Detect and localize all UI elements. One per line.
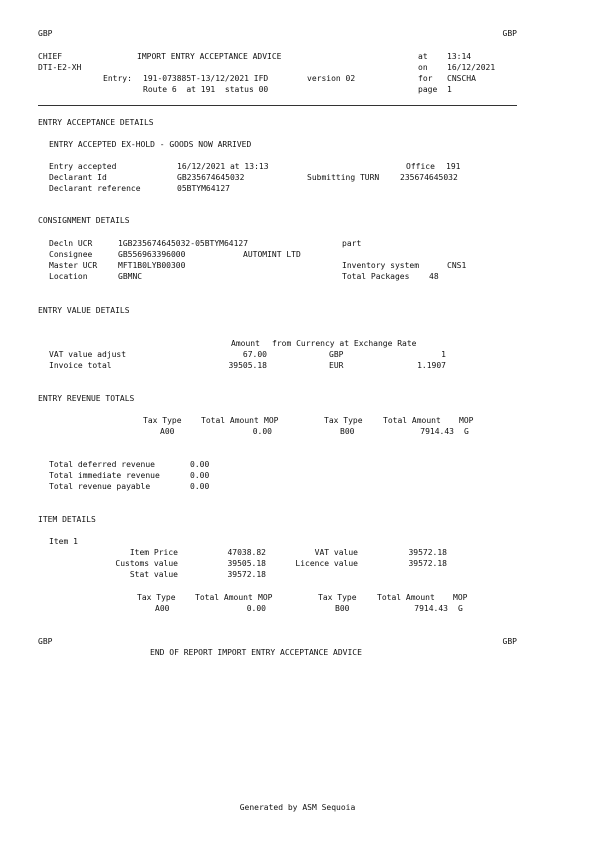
consignee-value: GB556963396000 bbox=[118, 250, 186, 259]
section-heading-revenue: ENTRY REVENUE TOTALS bbox=[38, 394, 135, 403]
declarant-id-value: GB235674645032 bbox=[177, 173, 245, 182]
end-of-report: END OF REPORT IMPORT ENTRY ACCEPTANCE ADVICE bbox=[150, 648, 362, 657]
master-ucr-label: Master UCR bbox=[49, 261, 98, 270]
item-col-amount-right: Total Amount bbox=[377, 593, 435, 602]
item-price-label: Item Price bbox=[129, 548, 178, 557]
for-label: for bbox=[418, 74, 433, 83]
vat-adjust-rate: 1 bbox=[441, 350, 446, 359]
entry-accepted-value: 16/12/2021 at 13:13 bbox=[177, 162, 269, 171]
office-value: 191 bbox=[446, 162, 461, 171]
revenue-tax-type-b00: B00 bbox=[340, 427, 355, 436]
vat-adjust-label: VAT value adjust bbox=[49, 350, 127, 359]
entry-label: Entry: bbox=[103, 74, 132, 83]
declarant-reference-value: 05BTYM64127 bbox=[177, 184, 230, 193]
page-number: 1 bbox=[447, 85, 452, 94]
declarant-reference-label: Declarant reference bbox=[49, 184, 141, 193]
item-tax-type-a00: A00 bbox=[155, 604, 170, 613]
invoice-total-amount: 39505.18 bbox=[228, 361, 267, 370]
payable-revenue-value: 0.00 bbox=[190, 482, 210, 491]
customs-value-value: 39505.18 bbox=[227, 559, 266, 568]
total-packages-label: Total Packages bbox=[342, 272, 410, 281]
entry-number: 191-073885T-13/12/2021 IFD bbox=[143, 74, 269, 83]
vat-value-label: VAT value bbox=[314, 548, 358, 557]
route-status: Route 6 at 191 status 00 bbox=[143, 85, 269, 94]
section-heading-entry-acceptance: ENTRY ACCEPTANCE DETAILS bbox=[38, 118, 154, 127]
item-mop-b00: G bbox=[458, 604, 463, 613]
item-col-tax-type-left: Tax Type bbox=[137, 593, 176, 602]
licence-value-label: Licence value bbox=[295, 559, 358, 568]
footer-currency-right: GBP bbox=[502, 637, 517, 646]
generated-by: Generated by ASM Sequoia bbox=[239, 803, 356, 812]
inventory-system-value: CNS1 bbox=[447, 261, 467, 270]
report-time: 13:14 bbox=[447, 52, 472, 61]
decln-ucr-value: 1GB235674645032-05BTYM64127 bbox=[118, 239, 249, 248]
licence-value-value: 39572.18 bbox=[408, 559, 447, 568]
item-col-amount-left: Total Amount bbox=[195, 593, 253, 602]
section-heading-items: ITEM DETAILS bbox=[38, 515, 96, 524]
for-value: CNSCHA bbox=[447, 74, 476, 83]
section-heading-consignment: CONSIGNMENT DETAILS bbox=[38, 216, 130, 225]
item-price-value: 47038.82 bbox=[227, 548, 266, 557]
item-col-tax-type-right: Tax Type bbox=[318, 593, 357, 602]
customs-value-label: Customs value bbox=[115, 559, 178, 568]
revenue-mop-b00: G bbox=[464, 427, 469, 436]
revenue-col-tax-type-left: Tax Type bbox=[143, 416, 182, 425]
location-label: Location bbox=[49, 272, 88, 281]
item-col-mop-left: MOP bbox=[258, 593, 273, 602]
footer-currency-left: GBP bbox=[38, 637, 53, 646]
report-id: DTI-E2-XH bbox=[38, 63, 82, 72]
entry-status-line: ENTRY ACCEPTED EX-HOLD - GOODS NOW ARRIVED bbox=[49, 140, 252, 149]
page-label: page bbox=[418, 85, 438, 94]
section-heading-entry-value: ENTRY VALUE DETAILS bbox=[38, 306, 130, 315]
value-col-amount: Amount bbox=[231, 339, 260, 348]
immediate-revenue-label: Total immediate revenue bbox=[49, 471, 160, 480]
location-value: GBMNC bbox=[118, 272, 143, 281]
report-date: 16/12/2021 bbox=[447, 63, 496, 72]
entry-accepted-label: Entry accepted bbox=[49, 162, 117, 171]
part-flag: part bbox=[342, 239, 362, 248]
stat-value-label: Stat value bbox=[129, 570, 178, 579]
submitting-turn-label: Submitting TURN bbox=[307, 173, 380, 182]
at-label: at bbox=[418, 52, 428, 61]
revenue-col-tax-type-right: Tax Type bbox=[324, 416, 363, 425]
revenue-amount-b00: 7914.43 bbox=[420, 427, 454, 436]
deferred-revenue-value: 0.00 bbox=[190, 460, 210, 469]
decln-ucr-label: Decln UCR bbox=[49, 239, 93, 248]
item-amount-b00: 7914.43 bbox=[414, 604, 448, 613]
stat-value-value: 39572.18 bbox=[227, 570, 266, 579]
invoice-total-rate: 1.1907 bbox=[417, 361, 446, 370]
item-amount-a00: 0.00 bbox=[246, 604, 266, 613]
item-tax-type-b00: B00 bbox=[335, 604, 350, 613]
revenue-col-mop-left: MOP bbox=[264, 416, 279, 425]
immediate-revenue-value: 0.00 bbox=[190, 471, 210, 480]
value-col-currency-rate: from Currency at Exchange Rate bbox=[272, 339, 417, 348]
inventory-system-label: Inventory system bbox=[342, 261, 420, 270]
revenue-col-mop-right: MOP bbox=[459, 416, 474, 425]
master-ucr-value: MFT1B0LYB00300 bbox=[118, 261, 186, 270]
consignee-label: Consignee bbox=[49, 250, 93, 259]
revenue-col-amount-right: Total Amount bbox=[383, 416, 441, 425]
payable-revenue-label: Total revenue payable bbox=[49, 482, 151, 491]
item-label: Item 1 bbox=[49, 537, 78, 546]
vat-adjust-amount: 67.00 bbox=[242, 350, 267, 359]
vat-adjust-currency: GBP bbox=[329, 350, 344, 359]
header-currency-left: GBP bbox=[38, 29, 53, 38]
revenue-amount-a00: 0.00 bbox=[252, 427, 272, 436]
submitting-turn-value: 235674645032 bbox=[400, 173, 458, 182]
header-divider bbox=[38, 105, 517, 106]
revenue-tax-type-a00: A00 bbox=[160, 427, 175, 436]
consignee-name: AUTOMINT LTD bbox=[243, 250, 301, 259]
item-col-mop-right: MOP bbox=[453, 593, 468, 602]
header-currency-right: GBP bbox=[502, 29, 517, 38]
invoice-total-label: Invoice total bbox=[49, 361, 112, 370]
revenue-col-amount-left: Total Amount bbox=[201, 416, 259, 425]
vat-value-value: 39572.18 bbox=[408, 548, 447, 557]
declarant-id-label: Declarant Id bbox=[49, 173, 107, 182]
invoice-total-currency: EUR bbox=[329, 361, 344, 370]
office-label: Office bbox=[406, 162, 435, 171]
system-name: CHIEF bbox=[38, 52, 63, 61]
entry-version: version 02 bbox=[307, 74, 356, 83]
on-label: on bbox=[418, 63, 428, 72]
report-title: IMPORT ENTRY ACCEPTANCE ADVICE bbox=[137, 52, 282, 61]
total-packages-value: 48 bbox=[429, 272, 439, 281]
deferred-revenue-label: Total deferred revenue bbox=[49, 460, 155, 469]
